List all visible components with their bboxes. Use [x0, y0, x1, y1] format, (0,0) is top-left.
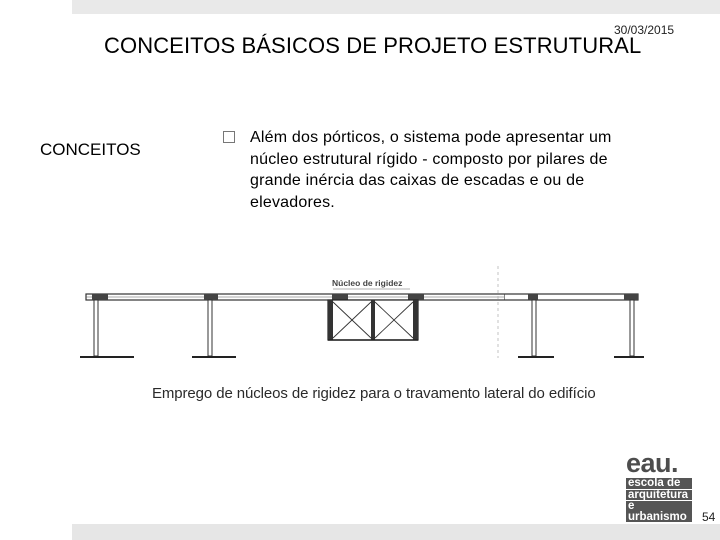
- page-number: 54: [702, 510, 716, 524]
- top-decorative-bar: [72, 0, 720, 14]
- column: [208, 300, 212, 356]
- column: [532, 300, 536, 356]
- column: [630, 300, 634, 356]
- logo-line: e urbanismo: [626, 501, 692, 522]
- beam-joint: [528, 294, 538, 300]
- beam-joint: [92, 294, 108, 300]
- beam-joint: [332, 294, 348, 300]
- bullet-text: Além dos pórticos, o sistema pode apresentar um núcleo estrutural rígido - composto por pilares de grande inércia das caixas de escadas e ou de elevadores.: [250, 129, 612, 211]
- logo-line: arquitetura: [626, 490, 692, 501]
- beam: [504, 294, 638, 300]
- logo-line: escola de: [626, 478, 692, 489]
- structural-frame-diagram-right: [504, 262, 644, 372]
- beam-joint: [624, 294, 638, 300]
- structural-frame-diagram: [74, 262, 504, 372]
- bottom-decorative-bar: [72, 524, 720, 540]
- section-label: CONCEITOS: [40, 140, 141, 159]
- core-wall: [328, 300, 333, 340]
- square-bullet-icon: [223, 131, 235, 143]
- beam-joint: [204, 294, 218, 300]
- column: [94, 300, 98, 356]
- figure-caption: Emprego de núcleos de rigidez para o travamento lateral do edifício: [152, 385, 596, 402]
- core-wall: [413, 300, 418, 340]
- core-label: Núcleo de rigidez: [332, 278, 403, 288]
- logo-name: eau.: [626, 448, 679, 478]
- slide-title: CONCEITOS BÁSICOS DE PROJETO ESTRUTURAL: [104, 33, 642, 58]
- beam-joint: [408, 294, 424, 300]
- slide-date: 30/03/2015: [614, 23, 675, 37]
- core-wall: [371, 300, 375, 340]
